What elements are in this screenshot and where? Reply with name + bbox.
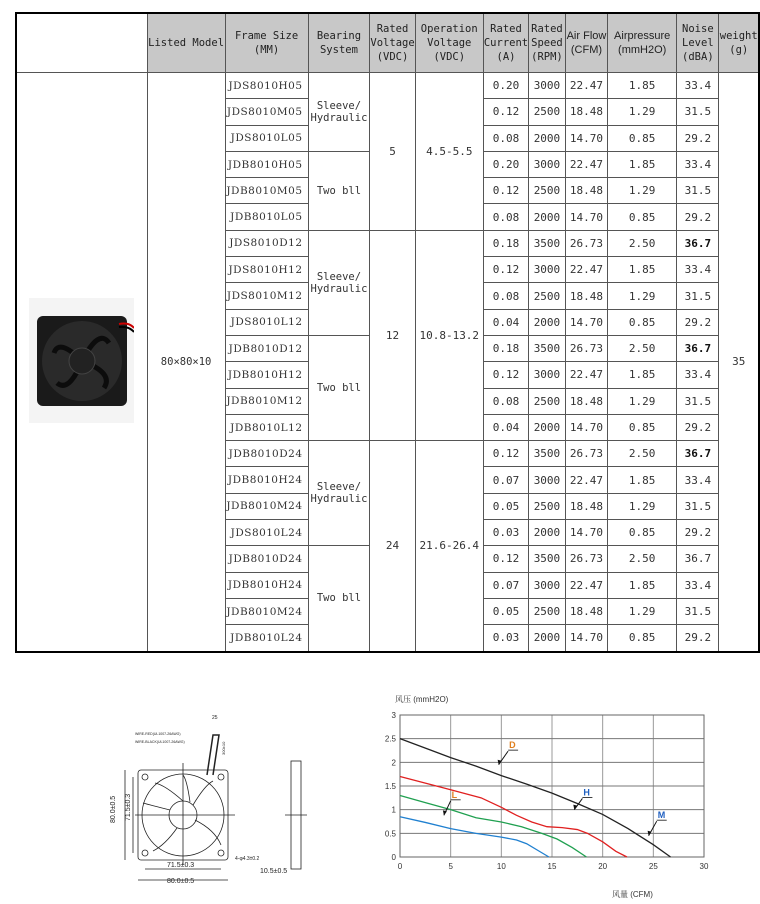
airflow-cell: 14.70: [565, 204, 607, 230]
current-cell: 0.07: [483, 572, 528, 598]
y-tick-label: 1: [391, 805, 396, 815]
speed-cell: 2000: [529, 625, 566, 652]
current-cell: 0.12: [483, 546, 528, 572]
noise-cell: 33.4: [677, 467, 719, 493]
dim-wire-pitch: 25: [212, 715, 218, 721]
current-cell: 0.03: [483, 625, 528, 652]
pressure-cell: 1.85: [608, 362, 677, 388]
y-tick-label: 1.5: [384, 782, 396, 791]
column-header: Listed Model: [147, 13, 225, 73]
airflow-cell: 22.47: [565, 572, 607, 598]
dim-overall-height: 80.0±0.5: [110, 795, 117, 823]
series-label-D: D: [509, 740, 516, 751]
column-header: Bearing System: [308, 13, 370, 73]
column-header: Rated Speed (RPM): [529, 13, 566, 73]
dim-hole-height: 71.5±0.3: [125, 793, 132, 821]
speed-cell: 2000: [529, 125, 566, 151]
operation-voltage-cell: 21.6-26.4: [415, 441, 483, 652]
airflow-cell: 18.48: [565, 178, 607, 204]
series-label-M: M: [657, 810, 666, 821]
current-cell: 0.12: [483, 178, 528, 204]
current-cell: 0.12: [483, 257, 528, 283]
speed-cell: 2000: [529, 309, 566, 335]
speed-cell: 3500: [529, 230, 566, 256]
current-cell: 0.07: [483, 467, 528, 493]
column-header: Rated Voltage (VDC): [370, 13, 415, 73]
pressure-cell: 0.85: [608, 414, 677, 440]
model-cell: JDB8010D24: [225, 441, 308, 467]
current-cell: 0.18: [483, 335, 528, 361]
bearing-cell: Sleeve/ Hydraulic: [308, 73, 370, 152]
noise-cell: 29.2: [677, 414, 719, 440]
speed-cell: 2000: [529, 520, 566, 546]
pressure-cell: 2.50: [608, 335, 677, 361]
pressure-cell: 1.29: [608, 178, 677, 204]
noise-cell: 33.4: [677, 362, 719, 388]
current-cell: 0.05: [483, 493, 528, 519]
chart-ylabel: 风压 (mmH2O): [395, 695, 449, 704]
weight-cell: 35: [719, 73, 759, 652]
airflow-cell: 26.73: [565, 546, 607, 572]
rated-voltage-cell: 24: [370, 441, 415, 652]
model-cell: JDB8010L12: [225, 414, 308, 440]
pressure-cell: 0.85: [608, 309, 677, 335]
model-cell: JDS8010H05: [225, 73, 308, 99]
x-tick-label: 30: [699, 862, 709, 871]
airflow-cell: 14.70: [565, 414, 607, 440]
model-cell: JDB8010L05: [225, 204, 308, 230]
series-line-L: [400, 817, 549, 857]
model-cell: JDB8010H24: [225, 572, 308, 598]
current-cell: 0.20: [483, 73, 528, 99]
model-cell: JDB8010M24: [225, 493, 308, 519]
pressure-cell: 1.85: [608, 467, 677, 493]
bearing-cell: Sleeve/ Hydraulic: [308, 230, 370, 335]
noise-cell: 31.5: [677, 178, 719, 204]
image-header: [16, 13, 147, 73]
current-cell: 0.18: [483, 230, 528, 256]
speed-cell: 2500: [529, 388, 566, 414]
column-header: weight (g): [719, 13, 759, 73]
noise-cell: 36.7: [677, 546, 719, 572]
noise-cell: 29.2: [677, 520, 719, 546]
speed-cell: 2500: [529, 283, 566, 309]
noise-cell: 31.5: [677, 283, 719, 309]
noise-cell: 31.5: [677, 598, 719, 624]
airflow-cell: 26.73: [565, 335, 607, 361]
y-tick-label: 3: [391, 711, 396, 720]
current-cell: 0.08: [483, 204, 528, 230]
airflow-cell: 26.73: [565, 230, 607, 256]
x-tick-label: 20: [598, 862, 608, 871]
bearing-cell: Two bll: [308, 151, 370, 230]
speed-cell: 3000: [529, 151, 566, 177]
airflow-cell: 18.48: [565, 598, 607, 624]
noise-cell: 36.7: [677, 335, 719, 361]
noise-cell: 31.5: [677, 493, 719, 519]
fan-photo: [16, 73, 147, 652]
bearing-cell: Two bll: [308, 335, 370, 440]
dim-hole-width: 71.5±0.3: [167, 862, 195, 869]
operation-voltage-cell: 4.5-5.5: [415, 73, 483, 231]
operation-voltage-cell: 10.8-13.2: [415, 230, 483, 440]
rated-voltage-cell: 12: [370, 230, 415, 440]
model-cell: JDB8010M05: [225, 178, 308, 204]
speed-cell: 2500: [529, 178, 566, 204]
pressure-cell: 0.85: [608, 125, 677, 151]
pressure-cell: 2.50: [608, 230, 677, 256]
pressure-cell: 1.29: [608, 598, 677, 624]
pressure-cell: 1.85: [608, 572, 677, 598]
model-cell: JDB8010H12: [225, 362, 308, 388]
airflow-cell: 22.47: [565, 257, 607, 283]
model-cell: JDS8010L05: [225, 125, 308, 151]
x-tick-label: 15: [547, 862, 557, 871]
pressure-cell: 1.85: [608, 151, 677, 177]
y-tick-label: 2: [391, 758, 396, 768]
model-cell: JDS8010H12: [225, 257, 308, 283]
column-header: Noise Level (dBA): [677, 13, 719, 73]
speed-cell: 3500: [529, 441, 566, 467]
speed-cell: 3000: [529, 572, 566, 598]
frame-size-cell: 80×80×10: [147, 73, 225, 652]
fan-image-icon: [29, 298, 134, 423]
pressure-cell: 1.29: [608, 99, 677, 125]
model-cell: JDB8010L24: [225, 625, 308, 652]
dim-mount-holes: 4-φ4.3±0.2: [235, 856, 260, 862]
model-cell: JDB8010M12: [225, 388, 308, 414]
noise-cell: 33.4: [677, 73, 719, 99]
fan-dimension-drawing: [95, 705, 325, 890]
x-tick-label: 10: [496, 862, 506, 871]
wire-length-label: 300±10: [221, 741, 226, 755]
airflow-cell: 18.48: [565, 388, 607, 414]
current-cell: 0.04: [483, 414, 528, 440]
current-cell: 0.05: [483, 598, 528, 624]
speed-cell: 3000: [529, 257, 566, 283]
model-cell: JDS8010D12: [225, 230, 308, 256]
noise-cell: 33.4: [677, 257, 719, 283]
model-cell: JDS8010L24: [225, 520, 308, 546]
noise-cell: 29.2: [677, 125, 719, 151]
chart-xlabel: 风量 (CFM): [612, 890, 653, 899]
dim-overall-width: 80.0±0.5: [167, 878, 195, 885]
noise-cell: 33.4: [677, 572, 719, 598]
noise-cell: 36.7: [677, 441, 719, 467]
speed-cell: 2500: [529, 493, 566, 519]
speed-cell: 3500: [529, 335, 566, 361]
pressure-cell: 1.29: [608, 388, 677, 414]
model-cell: JDS8010M05: [225, 99, 308, 125]
x-tick-label: 0: [397, 862, 403, 871]
noise-cell: 29.2: [677, 204, 719, 230]
pq-curve-chart: [380, 690, 720, 904]
airflow-cell: 14.70: [565, 520, 607, 546]
speed-cell: 2500: [529, 598, 566, 624]
column-header: Airpressure (mmH2O): [608, 13, 677, 73]
speed-cell: 2500: [529, 99, 566, 125]
bearing-cell: Sleeve/ Hydraulic: [308, 441, 370, 546]
current-cell: 0.08: [483, 283, 528, 309]
spec-table: [15, 12, 760, 653]
current-cell: 0.08: [483, 125, 528, 151]
series-line-M: [400, 795, 586, 857]
series-label-H: H: [583, 787, 590, 798]
speed-cell: 2000: [529, 414, 566, 440]
column-header: Frame Size (MM): [225, 13, 308, 73]
current-cell: 0.12: [483, 441, 528, 467]
airflow-cell: 22.47: [565, 73, 607, 99]
pressure-cell: 0.85: [608, 625, 677, 652]
y-tick-label: 2.5: [384, 734, 396, 744]
pressure-cell: 0.85: [608, 204, 677, 230]
current-cell: 0.08: [483, 388, 528, 414]
model-cell: JDB8010D12: [225, 335, 308, 361]
x-tick-label: 5: [448, 862, 453, 871]
dim-thickness: 10.5±0.5: [260, 868, 288, 875]
noise-cell: 31.5: [677, 388, 719, 414]
current-cell: 0.20: [483, 151, 528, 177]
model-cell: JDB8010H24: [225, 467, 308, 493]
column-header: Air Flow (CFM): [565, 13, 607, 73]
wire-black-label: WIRE-BLACK(UL1007-26AWG): [135, 740, 185, 744]
airflow-cell: 14.70: [565, 125, 607, 151]
speed-cell: 3500: [529, 546, 566, 572]
speed-cell: 3000: [529, 362, 566, 388]
airflow-cell: 22.47: [565, 362, 607, 388]
airflow-cell: 26.73: [565, 441, 607, 467]
current-cell: 0.12: [483, 362, 528, 388]
table-row: [16, 73, 759, 99]
y-tick-label: 0: [391, 853, 396, 862]
airflow-cell: 14.70: [565, 309, 607, 335]
airflow-cell: 14.70: [565, 625, 607, 652]
pressure-cell: 0.85: [608, 520, 677, 546]
pressure-cell: 2.50: [608, 546, 677, 572]
airflow-cell: 22.47: [565, 151, 607, 177]
airflow-cell: 18.48: [565, 283, 607, 309]
current-cell: 0.12: [483, 99, 528, 125]
noise-cell: 33.4: [677, 151, 719, 177]
pressure-cell: 1.85: [608, 257, 677, 283]
series-label-L: L: [451, 789, 458, 800]
model-cell: JDS8010L12: [225, 309, 308, 335]
noise-cell: 31.5: [677, 99, 719, 125]
x-tick-label: 25: [648, 862, 658, 871]
model-cell: JDB8010D24: [225, 546, 308, 572]
series-line-D: [400, 739, 671, 857]
airflow-cell: 18.48: [565, 493, 607, 519]
column-header: Operation Voltage (VDC): [415, 13, 483, 73]
current-cell: 0.03: [483, 520, 528, 546]
pressure-cell: 2.50: [608, 441, 677, 467]
y-tick-label: 0.5: [384, 829, 396, 839]
bearing-cell: Two bll: [308, 546, 370, 652]
noise-cell: 29.2: [677, 309, 719, 335]
current-cell: 0.04: [483, 309, 528, 335]
speed-cell: 3000: [529, 73, 566, 99]
wire-red-label: WIRE-RED(UL1007-26AWG): [135, 732, 181, 736]
series-line-H: [400, 777, 627, 857]
header-row: [16, 13, 759, 73]
column-header: Rated Current (A): [483, 13, 528, 73]
pressure-cell: 1.29: [608, 283, 677, 309]
pressure-cell: 1.29: [608, 493, 677, 519]
speed-cell: 3000: [529, 467, 566, 493]
noise-cell: 36.7: [677, 230, 719, 256]
model-cell: JDB8010M24: [225, 598, 308, 624]
speed-cell: 2000: [529, 204, 566, 230]
pressure-cell: 1.85: [608, 73, 677, 99]
model-cell: JDB8010H05: [225, 151, 308, 177]
airflow-cell: 18.48: [565, 99, 607, 125]
noise-cell: 29.2: [677, 625, 719, 652]
model-cell: JDS8010M12: [225, 283, 308, 309]
rated-voltage-cell: 5: [370, 73, 415, 231]
airflow-cell: 22.47: [565, 467, 607, 493]
